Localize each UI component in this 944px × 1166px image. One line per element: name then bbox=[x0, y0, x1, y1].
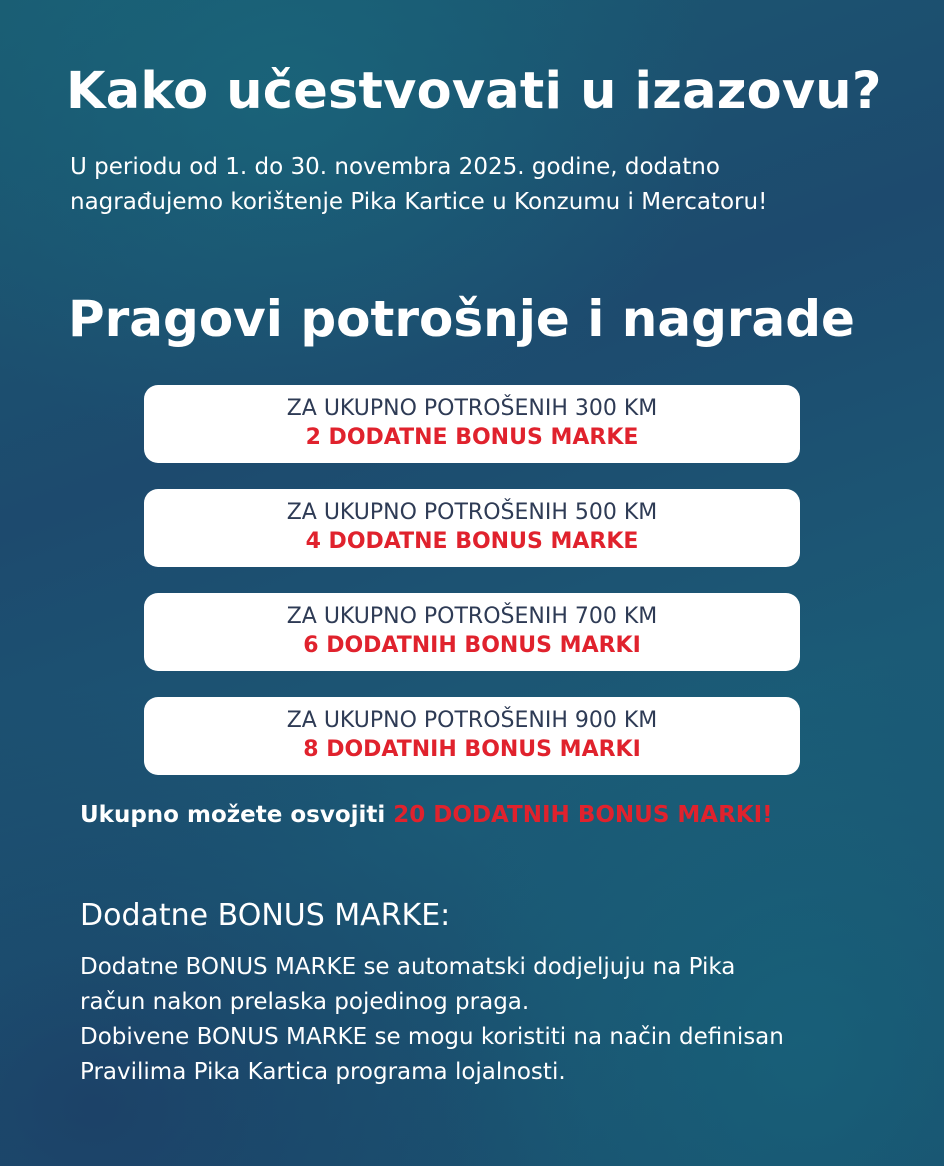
bonus-line: Dodatne BONUS MARKE se automatski dodjeljuju na Pika bbox=[80, 954, 736, 980]
bonus-line: Dobivene BONUS MARKE se mogu koristiti na način definisan bbox=[80, 1024, 784, 1050]
intro-line: nagrađujemo korištenje Pika Kartice u Konzumu i Mercatoru! bbox=[70, 189, 768, 215]
tier-card bbox=[144, 593, 800, 671]
bonus-heading: Dodatne BONUS MARKE: bbox=[80, 898, 451, 933]
tier-reward: 6 DODATNIH BONUS MARKI bbox=[303, 633, 641, 658]
tier-card bbox=[144, 385, 800, 463]
tier-reward: 4 DODATNE BONUS MARKE bbox=[305, 529, 639, 554]
tier-threshold: ZA UKUPNO POTROŠENIH 700 KM bbox=[286, 604, 658, 629]
tier-reward: 2 DODATNE BONUS MARKE bbox=[305, 425, 639, 450]
intro-line: U periodu od 1. do 30. novembra 2025. godine, dodatno bbox=[70, 154, 720, 180]
page-title: Kako učestvovati u izazovu? bbox=[66, 62, 882, 121]
total-highlight: 20 DODATNIH BONUS MARKI! bbox=[393, 802, 773, 828]
bonus-description bbox=[80, 950, 930, 1090]
tier-reward: 8 DODATNIH BONUS MARKI bbox=[303, 737, 641, 762]
tier-card bbox=[144, 697, 800, 775]
total-prefix: Ukupno možete osvojiti bbox=[80, 802, 386, 828]
tier-threshold: ZA UKUPNO POTROŠENIH 300 KM bbox=[286, 396, 658, 421]
total-rewards bbox=[80, 802, 773, 828]
tier-list bbox=[144, 385, 800, 801]
intro-text bbox=[70, 150, 930, 220]
bonus-line: račun nakon prelaska pojedinog praga. bbox=[80, 989, 530, 1015]
tier-card bbox=[144, 489, 800, 567]
thresholds-title: Pragovi potrošnje i nagrade bbox=[68, 290, 855, 348]
bonus-line: Pravilima Pika Kartica programa lojalnosti. bbox=[80, 1059, 566, 1085]
tier-threshold: ZA UKUPNO POTROŠENIH 900 KM bbox=[286, 708, 658, 733]
tier-threshold: ZA UKUPNO POTROŠENIH 500 KM bbox=[286, 500, 658, 525]
